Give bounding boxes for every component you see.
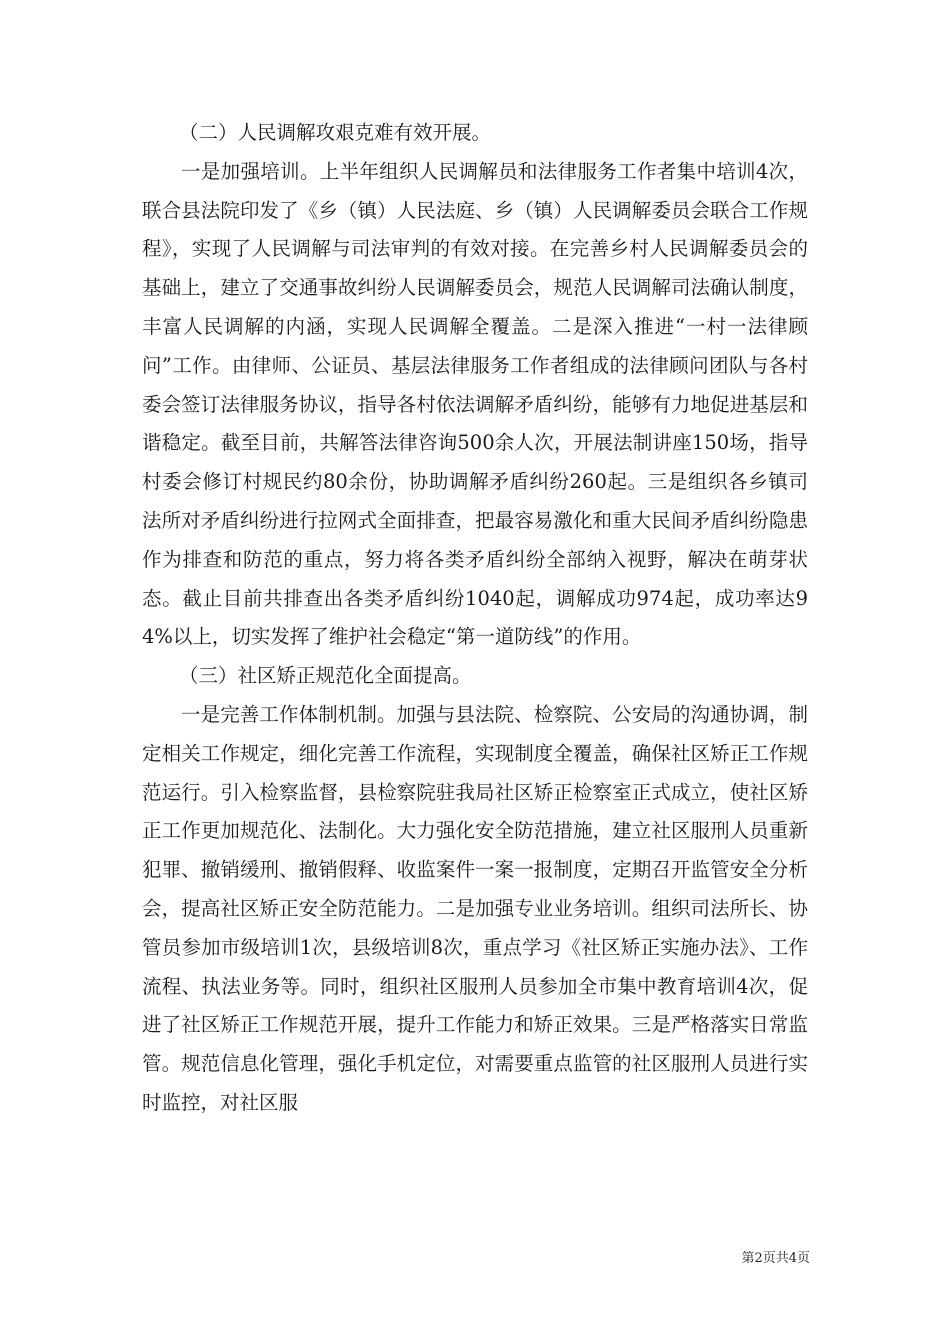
section-3-paragraph: 一是完善工作体制机制。加强与县法院、检察院、公安局的沟通协调，制定相关工作规定，细化完善工作流程，实现制度全覆盖，确保社区矫正工作规范运行。引入检察监督，县检察院驻我局社区矫正检察室正式成立，使社区矫正工作更加规范化、法制化。大力强化安全防范措施，建立社区服刑人员重新犯罪、撤销缓刑、撤销假释、收监案件一案一报制度，定期召开监管安全分析会，提高社区矫正安全防范能力。二是加强专业业务培训。组织司法所长、协管员参加市级培训1次，县级培训8次，重点学习《社区矫正实施办法》、工作流程、执法业务等。同时，组织社区服刑人员参加全市集中教育培训4次，促进了社区矫正工作规范开展，提升工作能力和矫正效果。三是严格落实日常监管。规范信息化管理，强化手机定位，对需要重点监管的社区服刑人员进行实时监控，对社区服 [142, 702, 808, 1114]
section-3-heading: （三）社区矫正规范化全面提高。 [179, 664, 472, 688]
section-2-heading: （二）人民调解攻艰克难有效开展。 [179, 121, 492, 144]
page-number-footer: 第2页共4页 [741, 1251, 810, 1266]
section-2-paragraph: 一是加强培训。上半年组织人民调解员和法律服务工作者集中培训4次，联合县法院印发了《乡（镇）人民法庭、乡（镇）人民调解委员会联合工作规程》，实现了人民调解与司法审判的有效对接。在完善乡村人民调解委员会的基础上，建立了交通事故纠纷人民调解委员会，规范人民调解司法确认制度，丰富人民调解的内涵，实现人民调解全覆盖。二是深入推进“一村一法律顾问”工作。由律师、公证员、基层法律服务工作者组成的法律顾问团队与各村委会签订法律服务协议，指导各村依法调解矛盾纠纷，能够有力地促进基层和谐稳定。截至目前，共解答法律咨询500余人次，开展法制讲座150场，指导村委会修订村规民约80余份，协助调解矛盾纠纷260起。三是组织各乡镇司法所对矛盾纠纷进行拉网式全面排查，把最容易激化和重大民间矛盾纠纷隐患作为排查和防范的重点，努力将各类矛盾纠纷全部纳入视野，解决在萌芽状态。截止目前共排查出各类矛盾纠纷1040起，调解成功974起，成功率达94%以上，切实发挥了维护社会稳定“第一道防线”的作用。 [142, 159, 808, 649]
document-body [142, 114, 808, 1123]
